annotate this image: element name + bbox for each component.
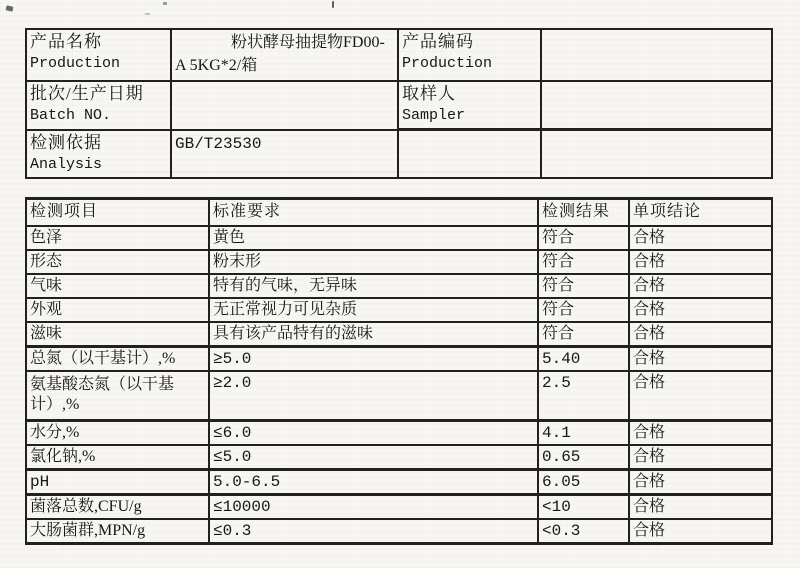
item-cell: 水分,% [26, 421, 209, 446]
results-row [26, 470, 772, 495]
product-name-label [26, 29, 171, 81]
scan-speck [163, 2, 167, 5]
product-name-value-cell [171, 29, 398, 81]
results-row [26, 495, 772, 520]
empty-cell [398, 130, 541, 178]
result-cell: 符合 [538, 322, 629, 347]
conclusion-cell: 合格 [629, 298, 772, 322]
analysis-value-cell [171, 130, 398, 178]
conclusion-cell: 合格 [629, 274, 772, 298]
item-cell: 氯化钠,% [26, 445, 209, 470]
conclusion-cell: 合格 [629, 495, 772, 520]
product-name-label-en: Production [30, 55, 121, 72]
standard-cell: ≤6.0 [209, 421, 538, 446]
standard-cell: 特有的气味，无异味 [209, 274, 538, 298]
conclusion-cell: 合格 [629, 322, 772, 347]
results-row [26, 519, 772, 544]
product-name-label-zh: 产品名称 [30, 32, 102, 51]
info-row-analysis [26, 130, 772, 178]
results-header-row [26, 199, 772, 226]
item-cell: 气味 [26, 274, 209, 298]
sampler-label [398, 81, 541, 130]
result-cell: <10 [538, 495, 629, 520]
scan-speck [6, 5, 14, 11]
batch-label-en: Batch NO. [30, 107, 112, 124]
conclusion-cell: 合格 [629, 445, 772, 470]
analysis-value: GB/T23530 [175, 134, 262, 153]
item-cell: 色泽 [26, 226, 209, 250]
product-code-label-en: Production [402, 55, 493, 72]
results-row [26, 226, 772, 250]
standard-cell: 具有该产品特有的滋味 [209, 322, 538, 347]
standard-cell: ≤10000 [209, 495, 538, 520]
item-cell: 菌落总数,CFU/g [26, 495, 209, 520]
results-row [26, 421, 772, 446]
result-cell: 符合 [538, 250, 629, 274]
result-cell: 4.1 [538, 421, 629, 446]
results-row [26, 274, 772, 298]
standard-cell: ≤0.3 [209, 519, 538, 544]
result-cell: 6.05 [538, 470, 629, 495]
sampler-label-en: Sampler [402, 107, 466, 124]
standard-cell: 5.0-6.5 [209, 470, 538, 495]
scan-speck [145, 13, 150, 15]
sampler-value-cell [541, 81, 772, 130]
results-row [26, 445, 772, 470]
result-cell: 5.40 [538, 346, 629, 371]
header-standard: 标准要求 [209, 199, 538, 226]
conclusion-cell: 合格 [629, 470, 772, 495]
batch-value-cell [171, 81, 398, 130]
conclusion-cell: 合格 [629, 226, 772, 250]
standard-cell: 黄色 [209, 226, 538, 250]
result-cell: 0.65 [538, 445, 629, 470]
empty-cell [541, 130, 772, 178]
item-cell: 总氮（以干基计）,% [26, 346, 209, 371]
results-row [26, 322, 772, 347]
results-table [25, 197, 773, 545]
item-cell: 形态 [26, 250, 209, 274]
result-cell: 符合 [538, 298, 629, 322]
item-cell: pH [26, 470, 209, 495]
product-code-label [398, 29, 541, 81]
analysis-label [26, 130, 171, 178]
sampler-label-zh: 取样人 [402, 84, 456, 103]
item-cell: 大肠菌群,MPN/g [26, 519, 209, 544]
analysis-label-en: Analysis [30, 155, 103, 173]
header-item: 检测项目 [26, 199, 209, 226]
analysis-label-zh: 检测依据 [30, 132, 102, 152]
product-info-table [25, 28, 773, 179]
result-cell: 符合 [538, 226, 629, 250]
batch-label [26, 81, 171, 130]
info-row-product [26, 29, 772, 81]
result-cell: 符合 [538, 274, 629, 298]
result-cell: 2.5 [538, 371, 629, 421]
header-result: 检测结果 [538, 199, 629, 226]
product-code-label-zh: 产品编码 [402, 32, 474, 51]
conclusion-cell: 合格 [629, 421, 772, 446]
standard-cell: ≥2.0 [209, 371, 538, 421]
scan-speck [332, 1, 334, 8]
conclusion-cell: 合格 [629, 250, 772, 274]
conclusion-cell: 合格 [629, 346, 772, 371]
batch-label-zh: 批次/生产日期 [30, 84, 144, 103]
product-code-value-cell [541, 29, 772, 81]
result-cell: <0.3 [538, 519, 629, 544]
conclusion-cell: 合格 [629, 371, 772, 421]
conclusion-cell: 合格 [629, 519, 772, 544]
standard-cell: 无正常视力可见杂质 [209, 298, 538, 322]
standard-cell: 粉末形 [209, 250, 538, 274]
results-row [26, 298, 772, 322]
product-name-value: 粉状酵母抽提物FD00-A 5KG*2/箱 [175, 34, 385, 74]
item-cell: 滋味 [26, 322, 209, 347]
results-row [26, 346, 772, 371]
results-row [26, 371, 772, 421]
info-row-batch [26, 81, 772, 130]
standard-cell: ≥5.0 [209, 346, 538, 371]
item-cell: 氨基酸态氮（以干基计）,% [26, 371, 209, 421]
results-row [26, 250, 772, 274]
standard-cell: ≤5.0 [209, 445, 538, 470]
item-cell: 外观 [26, 298, 209, 322]
header-conclusion: 单项结论 [629, 199, 772, 226]
